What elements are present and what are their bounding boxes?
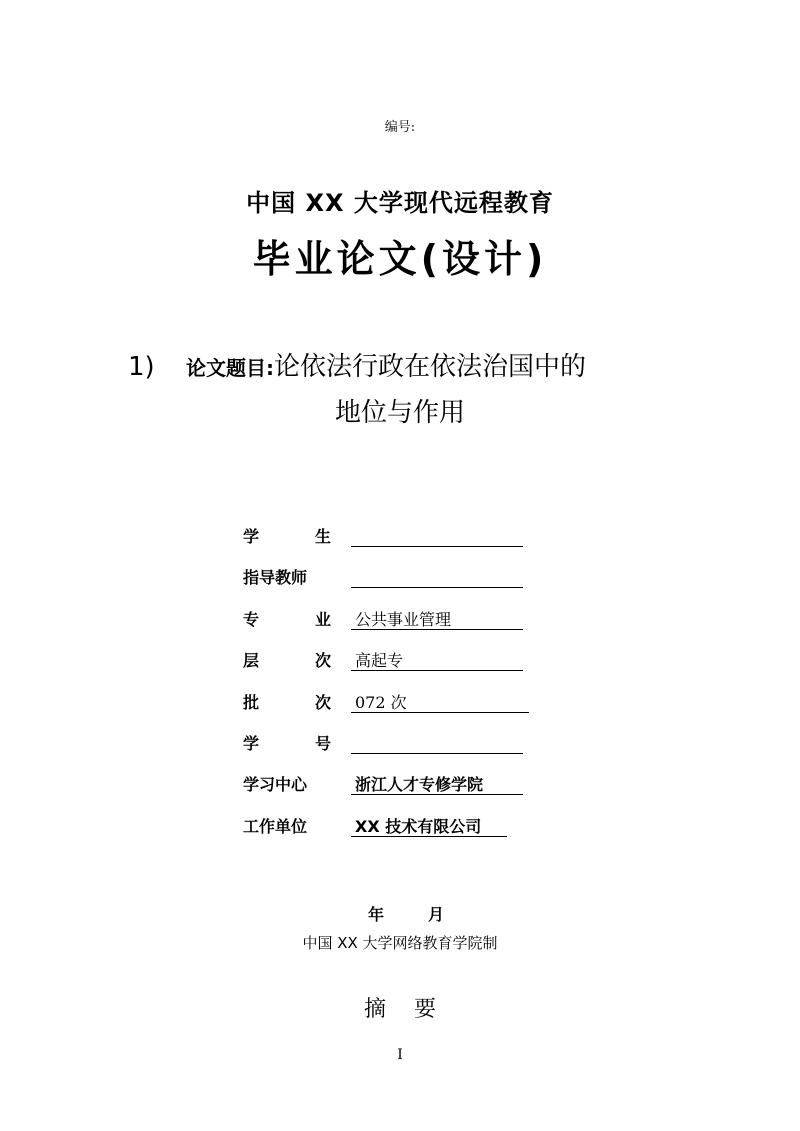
topic-line xyxy=(128,346,586,383)
field-underline xyxy=(351,587,523,588)
field-underline xyxy=(351,629,523,630)
serial-number-label: 编号: xyxy=(384,120,416,135)
label-char: 专 xyxy=(243,610,260,629)
page-number: I xyxy=(397,1047,403,1063)
topic-title-line2: 地位与作用 xyxy=(334,398,465,428)
label-char: 业 xyxy=(314,610,331,629)
label-char: 学 xyxy=(243,527,260,546)
label-char: 号 xyxy=(314,734,331,753)
field-label xyxy=(243,609,331,631)
field-underline xyxy=(351,753,523,754)
label-char: 学 xyxy=(243,734,260,753)
topic-number: 1) xyxy=(128,352,155,382)
label-char: 层 xyxy=(243,651,260,670)
field-value: 高起专 xyxy=(355,651,404,670)
field-value: 072 次 xyxy=(355,693,407,712)
year-label: 年 xyxy=(368,905,385,924)
field-underline xyxy=(351,712,529,713)
label-char: 次 xyxy=(314,651,331,670)
field-value: 公共事业管理 xyxy=(355,610,452,629)
field-value: XX 技术有限公司 xyxy=(355,817,482,836)
field-label xyxy=(243,650,331,672)
field-label xyxy=(243,733,331,755)
field-value: 浙江人才专修学院 xyxy=(355,775,484,794)
institution-label: 中国 XX 大学网络教育学院制 xyxy=(302,934,498,952)
field-underline xyxy=(351,836,507,837)
abstract-heading xyxy=(0,992,800,1023)
field-label xyxy=(243,692,331,714)
field-label: 工作单位 xyxy=(243,817,308,836)
date-line xyxy=(368,902,444,925)
topic-label: 论文题目: xyxy=(186,356,274,380)
field-label: 学习中心 xyxy=(243,775,308,794)
label-char: 生 xyxy=(314,527,331,546)
field-underline xyxy=(351,546,523,547)
abstract-char: 要 xyxy=(414,997,437,1022)
field-label xyxy=(243,526,331,548)
topic-title-line1: 论依法行政在依法治国中的 xyxy=(274,352,587,382)
label-char: 批 xyxy=(243,693,260,712)
label-char: 次 xyxy=(314,693,331,712)
document-title: 毕业论文(设计) xyxy=(252,237,548,281)
field-label: 指导教师 xyxy=(243,568,308,587)
abstract-char: 摘 xyxy=(363,997,386,1022)
field-underline xyxy=(351,794,523,795)
university-title: 中国 XX 大学现代远程教育 xyxy=(246,189,554,217)
field-underline xyxy=(351,670,523,671)
month-label: 月 xyxy=(428,905,445,924)
